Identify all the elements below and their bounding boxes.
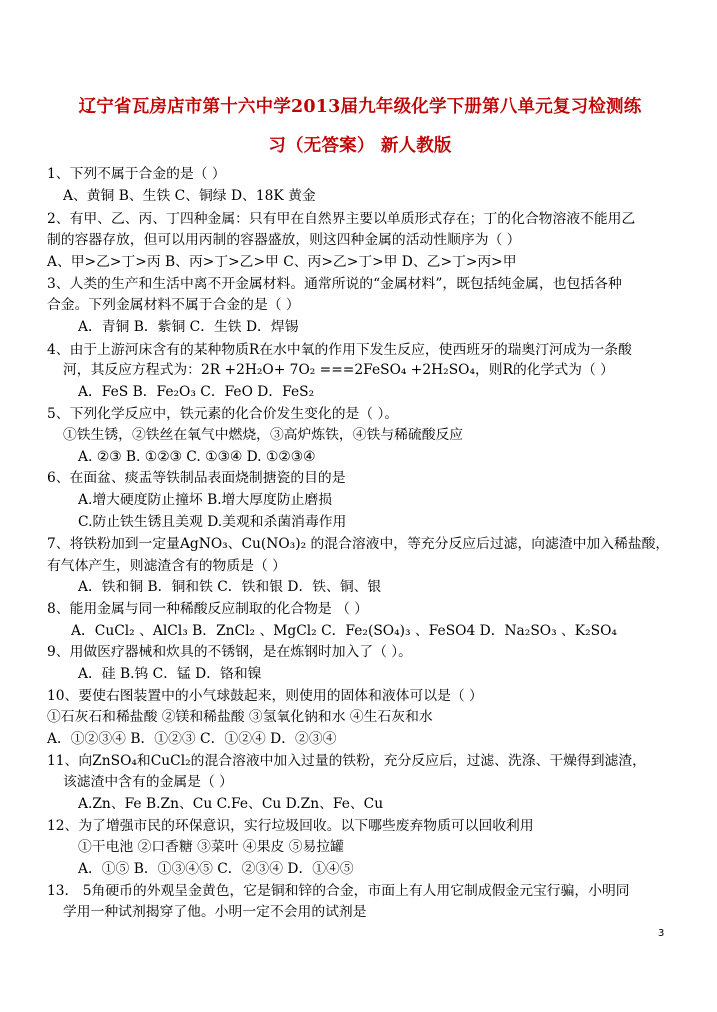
text-line: 12、为了增强市民的环保意识，实行垃圾回收。以下哪些废弃物质可以回收利用 — [47, 818, 534, 834]
text-line: 6、在面盆、痰盂等铁制品表面烧制搪瓷的目的是 — [47, 470, 346, 486]
text-line: A．①⑤ B．①③④⑤ C．②③④ D．①④⑤ — [78, 861, 354, 877]
text-line: A．铁和铜 B．铜和铁 C．铁和银 D．铁、铜、银 — [78, 579, 382, 595]
text-line: 8、能用金属与同一种稀酸反应制取的化合物是 （ ） — [47, 601, 369, 617]
text-line: A．CuCl₂ 、AlCl₃ B．ZnCl₂ 、MgCl₂ C．Fe₂(SO₄)₃ 、FeSO4 D．Na₂SO₃ 、K₂SO₄ — [71, 623, 617, 639]
page-title-line-1: 辽宁省瓦房店市第十六中学2013届九年级化学下册第八单元复习检测练 — [78, 97, 642, 117]
text-line: 11、向ZnSO₄和CuCl₂的混合溶液中加入过量的铁粉，充分反应后，过滤、洗涤、干燥得到滤渣， — [47, 753, 646, 769]
text-line: 13． 5角硬币的外观呈金黄色，它是铜和锌的合金，市面上有人用它制成假金元宝行骗，小明同 — [47, 883, 630, 899]
text-line: 制的容器存放，但可以用丙制的容器盛放，则这四种金属的活动性顺序为（ ） — [47, 232, 521, 248]
text-line: 该滤渣中含有的金属是（ ） — [63, 774, 233, 790]
text-line: 10、要使右图装置中的小气球鼓起来，则使用的固体和液体可以是（ ） — [47, 688, 483, 704]
text-line: ①石灰石和稀盐酸 ②镁和稀盐酸 ③氢氧化钠和水 ④生石灰和水 — [47, 709, 433, 725]
text-line: A、黄铜 B、生铁 C、铜绿 D、18K 黄金 — [63, 188, 316, 204]
text-line: A．硅 B.钨 C．锰 D．铬和镍 — [78, 666, 262, 682]
text-line: C.防止铁生锈且美观 D.美观和杀菌消毒作用 — [78, 514, 347, 530]
text-line: A、甲>乙>丁>丙 B、丙>丁>乙>甲 C、丙>乙>丁>甲 D、乙>丁>丙>甲 — [47, 254, 517, 270]
text-line: 3、人类的生产和生活中离不开金属材料。通常所说的“金属材料”，既包括纯金属，也包括各种 — [47, 276, 622, 292]
text-line: 2、有甲、乙、丙、丁四种金属：只有甲在自然界主要以单质形式存在；丁的化合物溶液不能用乙 — [47, 211, 636, 227]
text-line: 5、下列化学反应中，铁元素的化合价发生变化的是（ ）。 — [47, 406, 399, 422]
page-title-line-2: 习（无答案） 新人教版 — [268, 136, 452, 156]
text-line: 4、由于上游河床含有的某种物质R在水中氧的作用下发生反应，使西班牙的瑞奥汀河成为一条酸 — [47, 342, 632, 358]
text-line: A.增大硬度防止撞坏 B.增大厚度防止磨损 — [78, 492, 333, 508]
text-line: 合金。下列金属材料不属于合金的是（ ） — [47, 297, 300, 313]
text-line: 1、下列不属于合金的是（ ） — [47, 166, 226, 182]
text-line: A．青铜 B．紫铜 C．生铁 D．焊锡 — [78, 319, 299, 335]
page-number: 3 — [658, 928, 665, 939]
text-line: 河，其反应方程式为：2R +2H₂O+ 7O₂ ===2FeSO₄ +2H₂SO₄，则R的化学式为（ ） — [63, 362, 614, 378]
text-line: A. ②③ B. ①②③ C. ①③④ D. ①②③④ — [78, 449, 316, 465]
text-line: 9、用做医疗器械和炊具的不锈钢，是在炼钢时加入了（ ）。 — [47, 644, 412, 660]
text-line: A.Zn、Fe B.Zn、Cu C.Fe、Cu D.Zn、Fe、Cu — [78, 796, 384, 812]
text-line: A．FeS B．Fe₂O₃ C．FeO D．FeS₂ — [78, 384, 315, 400]
text-line: 有气体产生，则滤渣含有的物质是（ ） — [47, 558, 286, 574]
text-line: 学用一种试剂揭穿了他。小明一定不会用的试剂是 — [63, 904, 367, 920]
text-line: 7、将铁粉加到一定量AgNO₃、Cu(NO₃)₂ 的混合溶液中，等充分反应后过滤，向滤渣中加入稀盐酸， — [47, 536, 670, 552]
text-line: ①干电池 ②口香糖 ③菜叶 ④果皮 ⑤易拉罐 — [78, 839, 344, 855]
text-line: ①铁生锈，②铁丝在氧气中燃烧，③高炉炼铁，④铁与稀硫酸反应 — [63, 427, 464, 443]
text-line: A．①②③④ B．①②③ C．①②④ D．②③④ — [47, 731, 337, 747]
